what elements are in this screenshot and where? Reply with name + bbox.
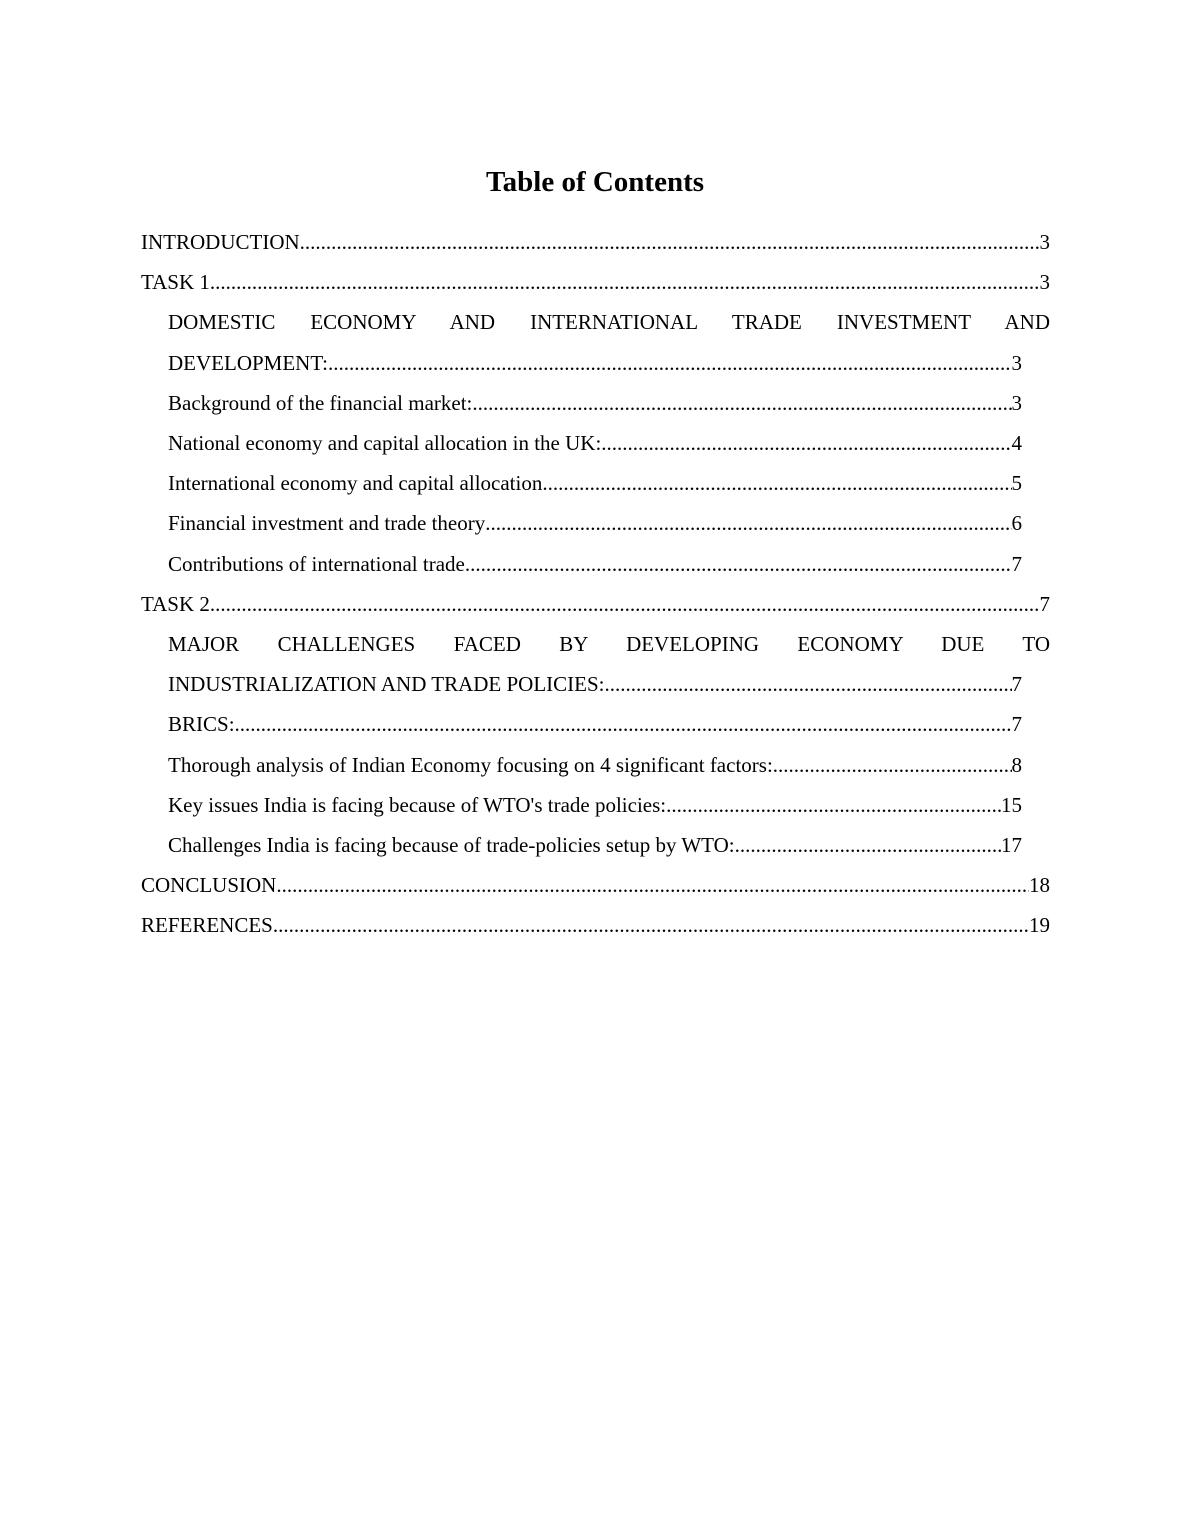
toc-entry-label-line1: MAJOR CHALLENGES FACED BY DEVELOPING ECONOMY DUE TO (168, 632, 1050, 657)
toc-entry-label: BRICS: (168, 712, 235, 737)
toc-entry-label: Challenges India is facing because of trade-policies setup by WTO: (168, 833, 735, 858)
toc-leader-dots (666, 785, 1001, 825)
toc-entry-task-2[interactable] (141, 584, 1050, 624)
toc-leader-dots (210, 262, 1040, 302)
toc-entry-references[interactable] (141, 905, 1050, 945)
toc-entry-page: 19 (1029, 913, 1050, 938)
toc-entry-label: International economy and capital allocation (168, 471, 543, 496)
toc-leader-dots (465, 544, 1012, 584)
toc-entry-label: TASK 1 (141, 270, 210, 295)
toc-entry-page: 3 (1011, 390, 1022, 415)
toc-entry-page: 6 (1011, 511, 1022, 536)
toc-entry-label: National economy and capital allocation in the UK: (168, 431, 602, 456)
toc-entry-page: 3 (1011, 350, 1022, 375)
toc-entry-label-line1: DOMESTIC ECONOMY AND INTERNATIONAL TRADE INVESTMENT AND (168, 310, 1050, 335)
toc-leader-dots (300, 222, 1040, 262)
toc-entry-label: Key issues India is facing because of WTO's trade policies: (168, 792, 667, 817)
toc-entry-page: 8 (1011, 752, 1022, 777)
toc-entry-task-1[interactable] (141, 262, 1050, 302)
toc-entry-key-issues-wto[interactable] (168, 785, 1022, 825)
toc-entry-label: INTRODUCTION (141, 230, 300, 254)
toc-entry-label: TASK 2 (141, 591, 210, 616)
toc-entry-page: 3 (1039, 270, 1050, 295)
toc-entry-label: Contributions of international trade (168, 551, 465, 576)
toc-entry-page: 7 (1039, 591, 1050, 616)
toc-entry-domestic-economy[interactable] (168, 302, 1050, 382)
toc-entry-page: 7 (1011, 551, 1022, 576)
toc-entry-label: CONCLUSION (141, 873, 277, 898)
toc-leader-dots (328, 343, 1012, 383)
toc-entry-financial-investment[interactable] (168, 503, 1022, 543)
toc-entry-national-economy[interactable] (168, 423, 1022, 463)
toc-entry-page: 17 (1001, 833, 1022, 858)
toc-entry-page: 15 (1001, 792, 1022, 817)
toc-leader-dots (485, 503, 1011, 543)
toc-entry-background-financial-market[interactable] (168, 383, 1022, 423)
toc-leader-dots (773, 745, 1012, 785)
toc-entry-label-line2: DEVELOPMENT: (168, 350, 328, 375)
toc-entry-page: 7 (1011, 672, 1022, 697)
toc-leader-dots (601, 423, 1011, 463)
toc-entry-brics[interactable] (168, 704, 1022, 744)
toc-entry-challenges-wto[interactable] (168, 825, 1022, 865)
toc-entry-label: Background of the financial market: (168, 390, 473, 415)
toc-leader-dots (276, 865, 1029, 905)
toc-entry-page: 5 (1011, 471, 1022, 496)
toc-leader-dots (210, 584, 1040, 624)
toc-entry-introduction[interactable] (141, 222, 1050, 262)
toc-entry-contributions-trade[interactable] (168, 544, 1022, 584)
toc-entry-label: Thorough analysis of Indian Economy focusing on 4 significant factors: (168, 752, 773, 777)
toc-entry-major-challenges[interactable] (168, 624, 1050, 704)
toc-entry-conclusion[interactable] (141, 865, 1050, 905)
toc-list (141, 222, 1050, 946)
toc-leader-dots (542, 463, 1011, 503)
toc-entry-label: Financial investment and trade theory (168, 511, 486, 536)
toc-entry-label: REFERENCES (141, 913, 273, 938)
toc-title: Table of Contents (485, 166, 705, 198)
toc-leader-dots (605, 664, 1012, 704)
toc-leader-dots (472, 383, 1011, 423)
toc-entry-international-economy[interactable] (168, 463, 1022, 503)
toc-entry-page: 3 (1039, 230, 1050, 254)
toc-leader-dots (735, 825, 1001, 865)
toc-entry-page: 7 (1011, 712, 1022, 737)
toc-leader-dots (273, 905, 1029, 945)
toc-entry-indian-economy-analysis[interactable] (168, 745, 1022, 785)
toc-leader-dots (235, 704, 1012, 744)
toc-entry-page: 18 (1029, 873, 1050, 898)
toc-entry-label-line2: INDUSTRIALIZATION AND TRADE POLICIES: (168, 672, 605, 697)
toc-entry-page: 4 (1011, 431, 1022, 456)
